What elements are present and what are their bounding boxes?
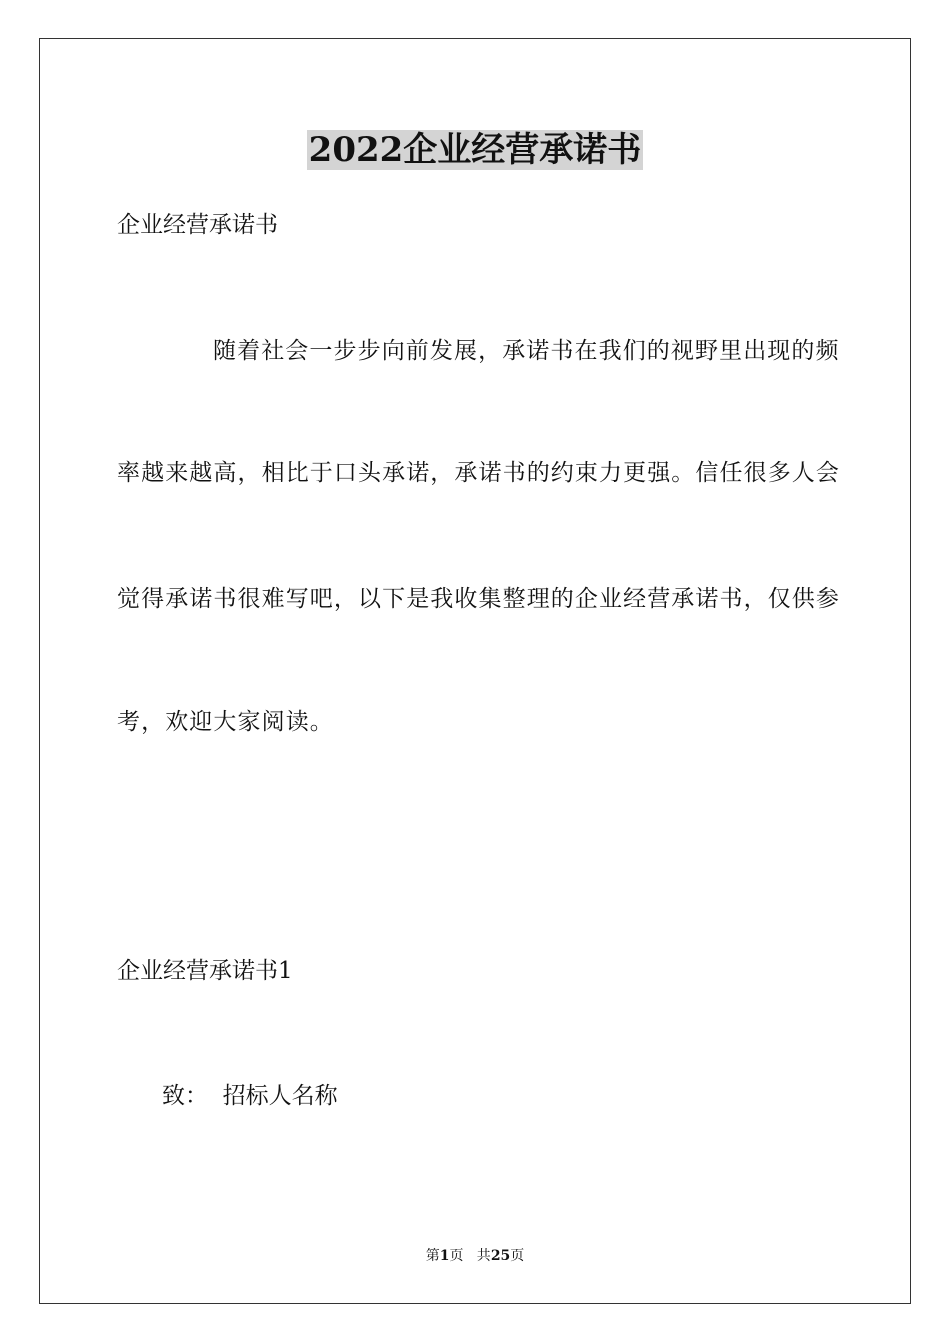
footer-suffix: 页 xyxy=(510,1248,525,1264)
title-text: 2022企业经营承诺书 xyxy=(308,130,642,170)
document-title xyxy=(0,128,950,172)
page-footer xyxy=(0,1247,950,1265)
footer-prefix: 第 xyxy=(425,1248,440,1264)
footer-total-pages: 25 xyxy=(490,1248,511,1264)
footer-page-number: 1 xyxy=(439,1248,450,1264)
section-heading: 企业经营承诺书1 xyxy=(117,958,293,984)
footer-mid: 页 共 xyxy=(449,1248,491,1264)
intro-line-1: 随着社会一步步向前发展，承诺书在我们的视野里出现的频 xyxy=(213,338,840,364)
intro-line-4: 考，欢迎大家阅读。 xyxy=(117,709,334,735)
subtitle: 企业经营承诺书 xyxy=(117,212,278,238)
salutation: 致： 招标人名称 xyxy=(162,1083,338,1109)
intro-line-3: 觉得承诺书很难写吧，以下是我收集整理的企业经营承诺书，仅供参 xyxy=(117,586,840,612)
intro-line-2: 率越来越高，相比于口头承诺，承诺书的约束力更强。信任很多人会 xyxy=(117,460,840,486)
